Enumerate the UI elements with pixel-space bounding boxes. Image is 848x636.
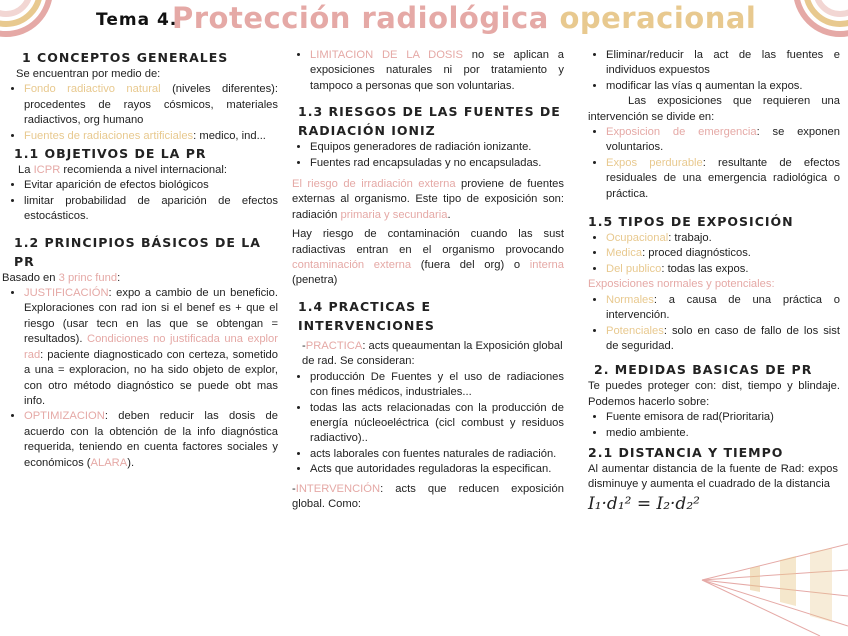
list-item — [24, 409, 278, 471]
item-text: : paciente diagnosticado con certeza, sometido a una = exploracion, no ha sido objeto de explor, con otro método diagnóstico se puede obt mas info. — [24, 348, 278, 407]
intro-text: : — [117, 271, 121, 284]
intro-text: Basado en — [2, 271, 59, 284]
limitation-list — [292, 48, 564, 94]
list-item — [24, 129, 278, 144]
list-item — [606, 231, 840, 246]
item-text: : deben reducir las dosis de acuerdo con la obtención de la info diagnóstica requerida, teniendo en cuenta factores sociales y económicos ( — [24, 410, 278, 469]
list-item: • todas las acts relacionadas con la producción de energía núcleoeléctrica (cicl combust y residuos radiactivo).. — [310, 401, 564, 447]
highlight-text: PRACTICA — [305, 339, 363, 352]
highlight-text: El riesgo de irradiación externa — [292, 178, 456, 191]
highlight-text: Condiciones no justificada una explor rad — [24, 333, 278, 361]
section-1-2-heading: 1.2 PRINCIPIOS BÁSICOS DE LA PR — [14, 234, 261, 269]
list-item — [606, 262, 840, 277]
list-item — [606, 324, 840, 355]
highlight-text: ICPR — [33, 164, 61, 177]
item-text: (niveles diferentes): procedentes de rayos cósmicos, materiales radiactivos, org humano — [24, 83, 279, 127]
item-text: ). — [127, 456, 135, 469]
list-item: • producción De Fuentes y el uso de radiaciones con fines médicos, industriales... — [310, 370, 564, 401]
item-text: : todas las expos. — [661, 262, 749, 275]
page-title — [172, 1, 756, 35]
list-item: • Eliminar/reducir la act de las fuentes e individuos expuestos — [606, 48, 840, 79]
practice-paragraph — [302, 339, 564, 370]
list-item: • modificar las vías q aumentan la expos. — [606, 79, 840, 94]
paragraph-text: proviene de fuentes externas al organismo. Este tipo de exposición son: radiación — [292, 178, 564, 221]
normal-potential-subheading: Exposiciones normales y potenciales: — [588, 278, 775, 291]
highlight-text: Potenciales — [606, 324, 664, 337]
exposure-division-list — [588, 125, 840, 202]
highlight-text: primaria y secundaria — [340, 208, 448, 221]
column-1 — [2, 48, 279, 471]
radiation-fan-illustration — [700, 540, 848, 636]
item-text: : resultante de efectos residuales de una emergencia radiológica o práctica. — [606, 156, 840, 200]
highlight-text: INTERVENCIÓN — [295, 482, 381, 495]
item-text: : a causa de una práctica o intervención. — [606, 293, 840, 322]
highlight-text: JUSTIFICACIÓN — [24, 287, 109, 300]
section-1-list — [6, 82, 278, 144]
section-1-heading: 1 CONCEPTOS GENERALES — [22, 50, 229, 65]
list-item — [606, 293, 840, 324]
section-1-5-heading: 1.5 TIPOS DE EXPOSICIÓN — [588, 214, 794, 230]
decorative-rings-right — [788, 0, 848, 40]
tema-number: Tema 4. — [96, 10, 178, 30]
highlight-text: LIMITACION DE LA DOSIS — [310, 49, 463, 61]
highlight-text: OPTIMIZACION — [24, 410, 105, 423]
paragraph-text: - — [292, 482, 296, 495]
distance-paragraph: Al aumentar distancia de la fuente de Rad: expos disminuye y aumenta el cuadrado de la distancia — [588, 462, 838, 491]
section-1-1-intro — [18, 163, 278, 178]
external-risk-paragraph — [292, 177, 564, 223]
section-1-2-list — [6, 286, 278, 471]
highlight-text: Expos perdurable — [606, 156, 703, 169]
section-1-4-heading: 1.4 PRACTICAS E INTERVENCIONES — [298, 298, 435, 333]
paragraph-text: (penetra) — [292, 274, 338, 287]
list-item — [310, 48, 564, 94]
section-2-1-heading: 2.1 DISTANCIA Y TIEMPO — [588, 444, 784, 460]
decorative-rings-left — [0, 0, 56, 40]
list-item — [606, 156, 840, 202]
exposure-division-paragraph: Las exposiciones que requieren una intervención se divide en: — [588, 95, 840, 123]
item-text: : expo a cambio de un beneficio. Exploraciones con rad ion si el benef es + que el riesgo (usar tecn en las que se obtengan = resultados). — [24, 287, 278, 346]
highlight-text: Del publico — [606, 262, 662, 275]
list-item — [24, 286, 278, 409]
highlight-text: 3 princ fund — [58, 271, 118, 284]
paragraph-text: : acts queaumentan la Exposición global de rad. Se consideran: — [302, 339, 563, 368]
paragraph-text: - — [302, 339, 306, 352]
item-text: : solo en caso de fallo de los sist de seguridad. — [606, 324, 840, 352]
section-1-intro: Se encuentran por medio de: — [16, 68, 161, 80]
section-1-1-list — [6, 178, 278, 224]
list-item — [606, 125, 840, 156]
paragraph-text: Hay riesgo de contaminación cuando las sust radiactivas entran en el organismo provocando — [292, 228, 564, 256]
highlight-text: Normales — [606, 293, 654, 306]
highlight-text: interna — [529, 259, 564, 272]
list-item — [24, 82, 278, 128]
paragraph-text: (fuera del org) o — [411, 259, 530, 272]
highlight-text: Exposicion de emergencia — [606, 126, 757, 139]
column-2 — [292, 48, 564, 512]
list-item: • Fuente emisora de rad(Prioritaria) — [606, 410, 840, 425]
item-text: : se exponen voluntarios. — [606, 126, 840, 154]
title-bar — [0, 0, 848, 48]
highlight-text: Fuentes de radiaciones artificiales — [24, 129, 194, 142]
item-text: no se aplican a exposiciones naturales ni por tratamiento y tampoco a personas que son voluntarias. — [310, 49, 564, 92]
item-text: : proced diagnósticos. — [642, 247, 751, 260]
list-item: • Fuentes rad encapsuladas y no encapsuladas. — [310, 156, 564, 171]
list-item: • Evitar aparición de efectos biológicos — [24, 178, 278, 193]
section-1-2-intro — [2, 271, 278, 286]
list-item: • Acts que autoridades reguladoras la especifican. — [310, 462, 564, 477]
title-part1: Protección radiológica — [172, 1, 549, 35]
contamination-paragraph — [292, 227, 564, 289]
normal-potential-list — [588, 293, 840, 355]
section-2-heading: 2. MEDIDAS BASICAS DE PR — [594, 362, 813, 378]
highlight-text: Ocupacional — [606, 232, 669, 245]
list-item: • Equipos generadores de radiación ionizante. — [310, 140, 564, 155]
protection-paragraph: Te puedes proteger con: dist, tiempo y blindaje. Podemos hacerlo sobre: — [588, 380, 840, 408]
list-item — [606, 246, 840, 261]
highlight-text: Fondo radiactivo natural — [24, 83, 161, 96]
intro-text: La — [18, 164, 34, 177]
section-1-3-list — [292, 140, 564, 171]
practice-list — [292, 370, 564, 478]
inverse-square-formula: I₁·d₁² = I₂·d₂² — [588, 493, 700, 514]
intervention-paragraph — [292, 482, 564, 513]
highlight-text: ALARA — [90, 456, 128, 469]
exposure-types-list — [588, 231, 840, 277]
protection-list — [588, 410, 840, 441]
list-item: • acts laborales con fuentes naturales de radiación. — [310, 447, 564, 462]
section-1-3-heading: 1.3 RIESGOS DE LAS FUENTES DE RADIACIÓN IONIZ — [298, 104, 561, 139]
section-1-1-heading: 1.1 OBJETIVOS DE LA PR — [14, 146, 207, 162]
item-text: : medico, ind... — [193, 129, 266, 142]
intro-text: recomienda a nivel internacional: — [60, 164, 227, 177]
paragraph-text: . — [447, 208, 451, 221]
highlight-text: contaminación externa — [292, 259, 412, 272]
list-item: • limitar probabilidad de aparición de efectos estocásticos. — [24, 194, 278, 225]
highlight-text: Medica — [606, 247, 643, 260]
intervention-list — [588, 48, 840, 94]
title-part2: operacional — [559, 1, 757, 35]
item-text: : trabajo. — [668, 232, 712, 245]
paragraph-text: : acts que reducen exposición global. Como: — [292, 482, 564, 510]
list-item: • medio ambiente. — [606, 426, 840, 441]
column-3 — [588, 48, 840, 512]
